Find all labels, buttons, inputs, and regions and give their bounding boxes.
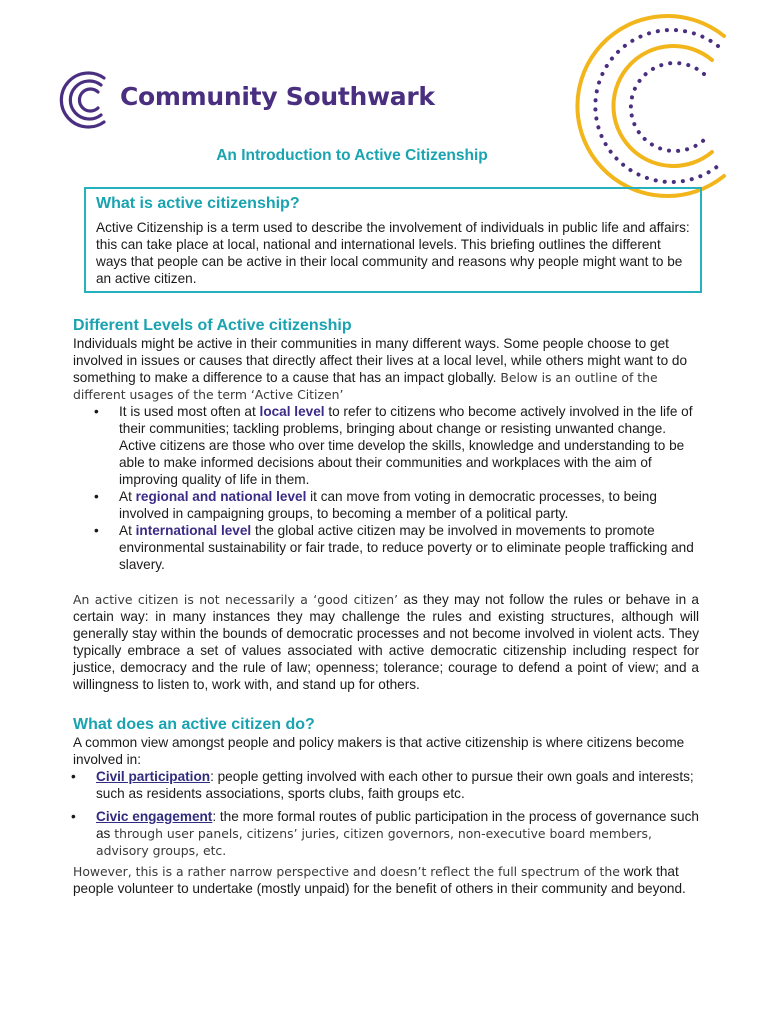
intro-tail: Below is an outline of the different usages of the term ‘Active Citizen’: [73, 370, 658, 402]
paragraph-rest: as they may not follow the rules or behave in a certain way: in many instances they may challenge the rules and existing structures, although will generally stay within the bounds of democratic processes and not become involved in violent acts. They typically embrace a set of values associated with active democratic citizenship including respect for justice, democracy and the rule of law; openness; tolerance; courage to defend a point of view; and a willingness to listen to, work with, and stand up for others.: [73, 592, 699, 692]
civic-engagement-link[interactable]: Civic engagement: [96, 809, 213, 824]
bullet-text-light: through user panels, citizens’ juries, citizen governors, non-executive board members, advisory groups, etc.: [96, 826, 652, 858]
closing-rest: work that people volunteer to undertake (mostly unpaid) for the benefit of others in their community and beyond.: [73, 864, 686, 896]
closing-lead: However, this is a rather narrow perspective and doesn’t reflect the full spectrum of the: [73, 864, 620, 879]
callout-heading: What is active citizenship?: [96, 195, 300, 212]
bullet-text: It is used most often at: [119, 404, 260, 419]
paragraph-lead: An active citizen is not necessarily a ‘good citizen’: [73, 592, 399, 607]
list-item: [96, 768, 699, 802]
level-term: international level: [135, 523, 252, 538]
bullet-text: to refer to citizens who become actively involved in the life of their communities; tackling problems, bringing about change or resisting unwanted change. Active citizens are those who over time develop the skills, knowledge and understanding to be able to make informed decisions about their communities and workplaces with the aim of improving quality of life in them.: [119, 404, 693, 487]
good-citizen-paragraph: [73, 591, 699, 693]
civil-participation-link[interactable]: Civil participation: [96, 769, 211, 784]
org-name: Community Southwark: [120, 82, 435, 111]
section-heading-what-do: What does an active citizen do?: [73, 716, 315, 733]
level-term: local level: [259, 404, 325, 419]
intro-text: Individuals might be active in their communities in many different ways. Some people choose to get involved in issues or causes that directly affect their lives at a local level, while others might want to do something to make a difference to a cause that has an impact globally.: [73, 336, 688, 385]
section-intro: [73, 335, 699, 403]
document-title: An Introduction to Active Citizenship: [216, 147, 488, 164]
level-term: regional and national level: [135, 489, 307, 504]
list-item: [96, 808, 699, 859]
main-content: [73, 316, 699, 897]
bullet-text: At: [119, 489, 136, 504]
callout-body: Active Citizenship is a term used to describe the involvement of individuals in public life and affairs: this can take place at local, national and international levels. This briefing outlines the different ways that people can be active in their local community and reasons why people might want to be an active citizen.: [96, 220, 690, 286]
bullet-text: At: [119, 523, 136, 538]
levels-list: [73, 403, 699, 573]
bullet-text: : people getting involved with each other to pursue their own goals and interests; such as residents associations, sports clubs, faith groups etc.: [96, 769, 694, 801]
section-heading-levels: Different Levels of Active citizenship: [73, 317, 352, 334]
list-item: [119, 488, 699, 522]
bullet-text: : the more formal routes of public participation in the process of governance such as: [96, 809, 699, 841]
yellow-arcs-decoration-icon: [548, 0, 768, 210]
list-item: [119, 522, 699, 573]
section-intro: A common view amongst people and policy makers is that active citizenship is where citizens become involved in:: [73, 735, 685, 767]
bullet-text: it can move from voting in democratic processes, to being involved in campaigning groups, to becoming a member of a political party.: [119, 489, 657, 521]
org-logo: [58, 66, 435, 134]
closing-paragraph: [73, 863, 699, 897]
bullet-text: the global active citizen may be involved in movements to promote environmental sustainability or fair trade, to reduce poverty or to eliminate people trafficking and slavery.: [119, 523, 694, 572]
participation-list: [73, 768, 699, 859]
definition-callout: [84, 187, 702, 293]
list-item: [119, 403, 699, 488]
concentric-arcs-logo-icon: [58, 66, 118, 134]
